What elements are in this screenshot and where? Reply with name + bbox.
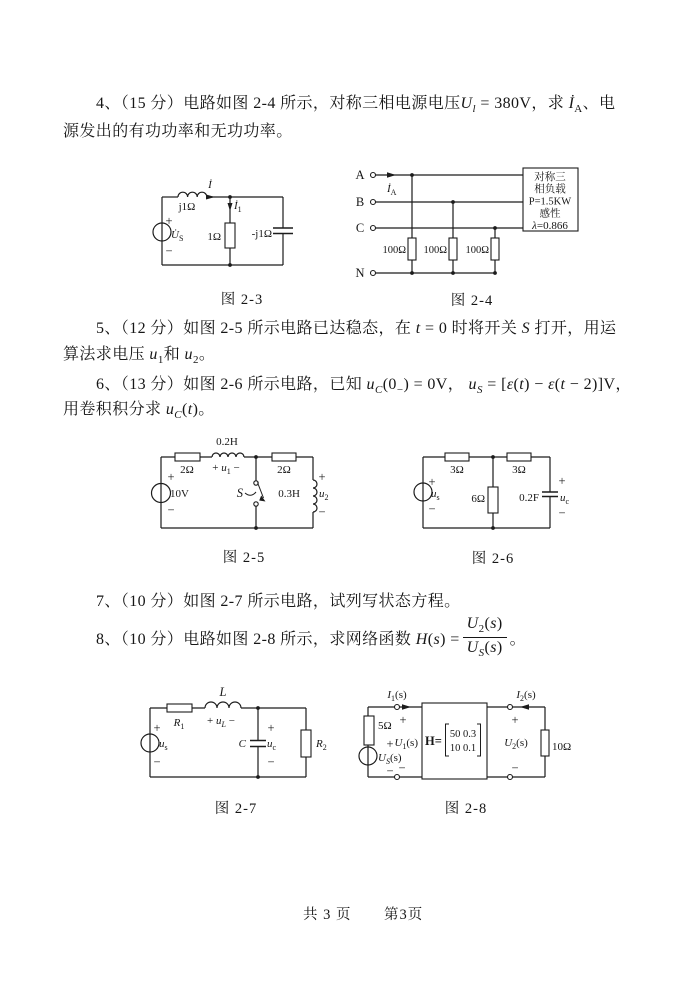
matrix-row-1: 50 0.3 xyxy=(449,729,477,740)
source-plus: + xyxy=(428,475,436,489)
switch-s-curve xyxy=(245,492,256,495)
question-5-line-1: 5、（12 分）如图 2-5 所示电路已达稳态，在 t = 0 时将开关 S 打开，用运 xyxy=(96,320,617,337)
source-plus: + xyxy=(165,214,173,228)
port1-terminal-top xyxy=(395,705,400,710)
source-plus: + xyxy=(153,721,161,735)
load-box-line-2: 相负载 xyxy=(534,184,566,195)
label-3ohm-right: 3Ω xyxy=(512,464,526,476)
label-switch-s: S xyxy=(236,486,243,500)
footer-current-page: 第3页 xyxy=(384,907,424,923)
figure-2-8-caption: 图 2-8 xyxy=(444,801,488,817)
figure-2-7-caption: 图 2-7 xyxy=(214,801,258,817)
network-function-fraction xyxy=(463,615,507,659)
label-current-i2s: $I_2(s)$ xyxy=(516,689,536,703)
resistor-2ohm-left xyxy=(175,453,200,461)
port2-terminal-bottom xyxy=(508,775,513,780)
question-6-line-1: 6、（13 分）如图 2-6 所示电路，已知 $u_C(0_-) = 0V$， $u_S = [\varepsilon(t) - \varepsilon(t - 2)]V$， xyxy=(96,376,632,396)
figure-2-5-caption: 图 2-5 xyxy=(222,550,266,566)
inductor-0p3h-coil xyxy=(313,480,317,512)
label-current-i1: $İ_1$ xyxy=(234,200,242,214)
figure-2-6-circuit xyxy=(400,440,575,540)
load-resistors xyxy=(408,175,499,273)
port2-terminal-top xyxy=(508,705,513,710)
figure-2-6-caption: 图 2-6 xyxy=(471,551,515,567)
label-r1: $R_1$ xyxy=(173,717,185,731)
resistor-3ohm-right xyxy=(507,453,531,461)
load-box-line-1: 对称三 xyxy=(534,172,566,183)
label-2ohm-left: 2Ω xyxy=(180,464,194,476)
label-3ohm-left: 3Ω xyxy=(450,464,464,476)
figure-2-8-circuit xyxy=(345,688,580,793)
label-phase-a: A xyxy=(355,168,365,182)
label-6ohm: 6Ω xyxy=(471,493,485,505)
resistor-5ohm xyxy=(364,716,374,745)
figure-2-4-circuit xyxy=(350,163,585,285)
question-5-line-2: 算法求电压 $u_1$和 $u_2$。 xyxy=(63,346,216,366)
source-minus: − xyxy=(428,502,436,516)
label-source-us: $U̇_S$ xyxy=(171,229,184,243)
resistor-1ohm xyxy=(225,223,235,248)
question-8-tail: 。 xyxy=(509,630,527,648)
label-j1ohm: j1Ω xyxy=(178,201,196,213)
label-source-us: $u_s$ xyxy=(431,488,440,502)
uc-minus: − xyxy=(558,506,566,520)
label-uc: $u_c$ xyxy=(267,738,277,752)
label-h-matrix: H= xyxy=(425,734,442,748)
label-current-i1s: $I_1(s)$ xyxy=(387,689,407,703)
figure-2-4-caption: 图 2-4 xyxy=(450,293,494,309)
question-8-line-1 xyxy=(63,612,526,662)
port1-plus: + xyxy=(399,713,407,727)
label-10ohm: 10Ω xyxy=(552,741,572,753)
question-7-line-1: 7、（10 分）如图 2-7 所示电路，试列写状态方程。 xyxy=(96,593,461,610)
resistor-r1 xyxy=(167,704,192,712)
label-source-us: $u_s$ xyxy=(159,738,168,752)
inductor-0p2h-coil xyxy=(212,453,244,457)
current-arrow-i2 xyxy=(520,704,529,709)
switch-blade xyxy=(258,483,264,499)
resistor-6ohm xyxy=(488,487,498,513)
capacitor-plates xyxy=(542,492,558,497)
fraction-numerator: $U_2(s)$ xyxy=(463,615,507,638)
u2-plus: + xyxy=(318,470,326,484)
label-neutral-n: N xyxy=(355,266,365,280)
label-phase-c: C xyxy=(355,221,365,235)
uc-plus: + xyxy=(267,721,275,735)
label-minus-j1ohm: -j1Ω xyxy=(251,228,272,240)
port1-terminal-bottom xyxy=(395,775,400,780)
figure-2-3-circuit xyxy=(155,175,300,275)
source-plus: + xyxy=(386,737,394,751)
resistor-2ohm-right xyxy=(272,453,296,461)
figure-2-3-caption: 图 2-3 xyxy=(220,292,264,308)
capacitor-plates xyxy=(250,741,266,747)
load-box-power: P=1.5KW xyxy=(528,196,572,208)
resistor-r2 xyxy=(301,730,311,757)
label-0p2f: 0.2F xyxy=(519,492,539,504)
question-4-line-2: 源发出的有功功率和无功功率。 xyxy=(63,123,293,140)
label-0p3h: 0.3H xyxy=(278,488,300,500)
figure-2-5-circuit xyxy=(155,432,335,537)
label-5ohm: 5Ω xyxy=(378,720,392,732)
current-arrow-ia xyxy=(387,172,396,177)
label-u1: + $u_1$ − xyxy=(212,462,240,476)
label-100ohm-1: 100Ω xyxy=(382,245,406,256)
u2-minus: − xyxy=(318,505,326,519)
port1-minus: − xyxy=(398,761,406,775)
label-phase-b: B xyxy=(355,195,365,209)
label-1ohm: 1Ω xyxy=(207,231,221,243)
source-minus: − xyxy=(153,755,161,769)
load-box-power-factor: λ=0.866 xyxy=(532,220,568,232)
inductor-coil xyxy=(178,192,207,197)
fraction-denominator: $U_S(s)$ xyxy=(466,638,503,659)
source-minus: − xyxy=(386,764,394,778)
uc-minus: − xyxy=(267,755,275,769)
current-arrow-i1 xyxy=(228,203,233,211)
port2-plus: + xyxy=(511,713,519,727)
label-2ohm-right: 2Ω xyxy=(277,464,291,476)
current-arrow-i1 xyxy=(402,704,411,709)
footer-total-pages: 共 3 页 xyxy=(303,907,352,923)
current-arrow-i xyxy=(206,195,215,200)
matrix-row-2: 10 0.1 xyxy=(449,743,477,754)
source-minus: − xyxy=(167,503,175,517)
source-minus: − xyxy=(165,244,173,258)
label-capacitor-c: C xyxy=(238,738,246,750)
label-uc: $u_c$ xyxy=(560,492,570,506)
capacitor-plates xyxy=(273,228,293,234)
label-u2: $u_2$ xyxy=(319,488,329,502)
resistor-3ohm-left xyxy=(445,453,469,461)
load-box-inductive: 感性 xyxy=(539,208,561,220)
switch-contact-bottom xyxy=(254,502,258,506)
inductor-l-coil xyxy=(205,702,241,708)
label-100ohm-3: 100Ω xyxy=(465,245,489,256)
question-6-line-2: 用卷积积分求 $u_C(t)$。 xyxy=(63,401,215,421)
port2-minus: − xyxy=(511,761,519,775)
label-current-ia: $İ_A$ xyxy=(387,183,397,197)
question-8-lead: 8、（10 分）电路如图 2-8 所示，求网络函数 H(s) = xyxy=(96,630,460,648)
label-current-i: İ xyxy=(208,179,212,191)
label-inductor-l: L xyxy=(219,685,227,699)
label-u1s: $U_1(s)$ xyxy=(394,737,418,751)
figure-2-7-circuit xyxy=(145,685,330,790)
label-0p2h: 0.2H xyxy=(216,436,238,448)
question-4-line-1: 4、（15 分）电路如图 2-4 所示，对称三相电源电压$U_l = 380V$，求 $İ_A$、电 xyxy=(96,95,616,115)
label-r2: $R_2$ xyxy=(316,738,327,752)
label-source-us: $U_S(s)$ xyxy=(378,752,402,766)
label-u2s: $U_2(s)$ xyxy=(504,737,528,751)
source-plus: + xyxy=(167,470,175,484)
resistor-10ohm xyxy=(541,730,549,756)
label-100ohm-2: 100Ω xyxy=(423,245,447,256)
label-ul: + $u_L$ − xyxy=(207,715,235,729)
label-source-10v: 10V xyxy=(170,488,189,500)
uc-plus: + xyxy=(558,474,566,488)
